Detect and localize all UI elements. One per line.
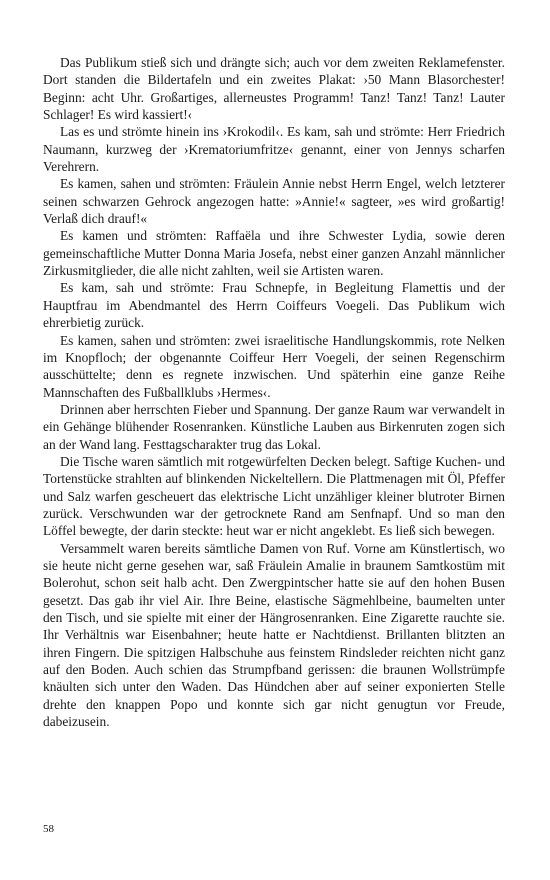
book-page-text — [43, 54, 505, 730]
paragraph: Drinnen aber herrschten Fieber und Spannung. Der ganze Raum war verwandelt in ein Gehänge blühender Rosenranken. Künstliche Lauben aus Birkenruten zogen sich an der Wand lang. Festtagscharakter trug das Lokal. — [43, 401, 505, 452]
paragraph: Es kamen und strömten: Raffaëla und ihre Schwester Lydia, sowie deren gemeinschaftliche Mutter Donna Maria Josefa, nebst einer ganzen Anzahl männlicher Zirkusmitglieder, die alle nicht zahlten, weil sie Artisten waren. — [43, 228, 505, 279]
paragraph: Las es und strömte hinein ins ›Krokodil‹. Es kam, sah und strömte: Herr Friedrich Naumann, kurzweg der ›Krematoriumfritze‹ genannt, einer von Jennys scharfen Verehrern. — [43, 124, 505, 175]
paragraph: Das Publikum stieß sich und drängte sich; auch vor dem zweiten Reklamefenster. Dort standen die Bildertafeln und ein zweites Plakat: ›50 Mann Blasorchester! Beginn: acht Uhr. Großartiges, allerneustes Programm! Tanz! Tanz! Tanz! Lauter Schlager! Es wird kassiert!‹ — [43, 55, 505, 123]
paragraph: Es kam, sah und strömte: Frau Schnepfe, in Begleitung Flamettis und der Hauptfrau im Abendmantel des Herrn Coiffeurs Voegeli. Das Publikum wich ehrerbietig zurück. — [43, 280, 505, 331]
paragraph: Es kamen, sahen und strömten: zwei israelitische Handlungskommis, rote Nelken im Knopfloch; der obgenannte Coiffeur Herr Voegeli, der seinen Regenschirm ausschüttelte; denn es regnete inzwischen. Und späterhin eine ganze Reihe Mannschaften des Fußballklubs ›Hermes‹. — [43, 332, 505, 400]
paragraph: Versammelt waren bereits sämtliche Damen von Ruf. Vorne am Künstlertisch, wo sie heute nicht gerne gesehen war, saß Fräulein Amalie in braunem Samtkostüm mit Bolerohut, schon seit halb acht. Den Zwergpintscher hatte sie auf den hohen Busen gesetzt. Das gab ihr viel Air. Ihre Beine, elastische Sägmehlbeine, baumelten unter den Tisch, und sie spielte mit einer der Hängrosenranken. Eine Zigarette rauchte sie. Ihr Verhältnis war Eisenbahner; heute hatte er Nachtdienst. Brillanten blitzten an ihren Fingern. Die spitzigen Halbschuhe aus feinstem Rindsleder reichten nicht ganz auf den Boden. Auch schien das Strumpfband gerissen: die braunen Wollstrümpfe knäulten sich unter den Waden. Das Hündchen aber auf seiner exponierten Stelle drehte den knappen Popo und konnte sich gar nicht genugtun vor Freude, dabeizusein. — [43, 540, 505, 730]
paragraph: Es kamen, sahen und strömten: Fräulein Annie nebst Herrn Engel, welch letzterer seinen schwarzen Gehrock angezogen hatte: »Annie!« sagteer, »es wird großartig! Verlaß dich drauf!« — [43, 176, 505, 227]
page-number: 58 — [43, 823, 54, 835]
paragraph: Die Tische waren sämtlich mit rotgewürfelten Decken belegt. Saftige Kuchen- und Tortenstücke strahlten auf blinkenden Nickeltellern. Die Plattmenagen mit Öl, Pfeffer und Salz warfen gescheuert das elektrische Licht unzähliger kleiner blutroter Birnen zurück. Verschwunden war der getrocknete Rand am Senfnapf. Und so man den Löffel bewegte, der darin steckte: heut war er nicht angeklebt. Es ließ sich bewegen. — [43, 453, 505, 539]
